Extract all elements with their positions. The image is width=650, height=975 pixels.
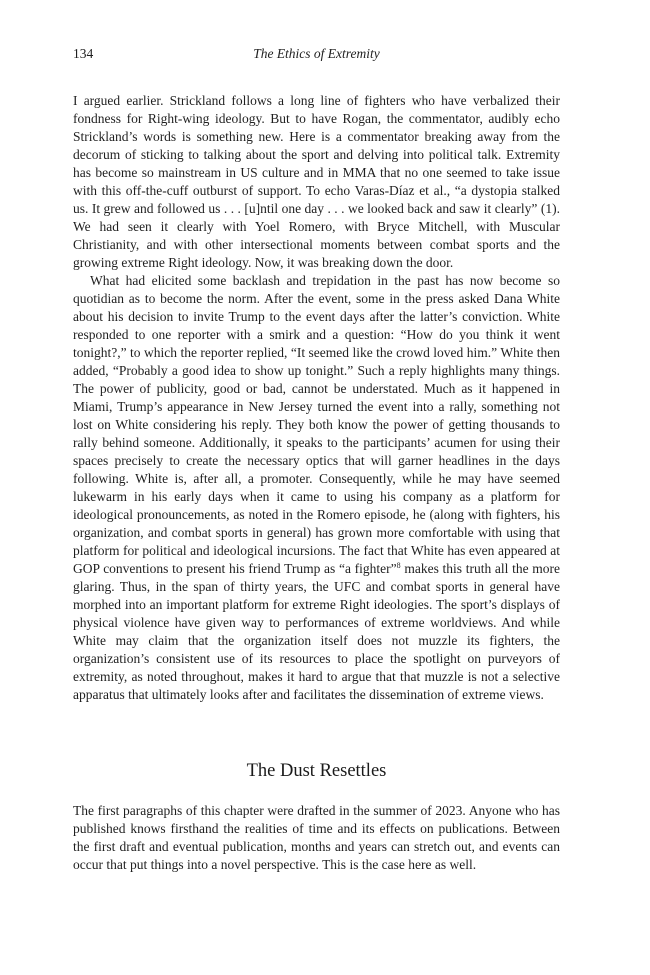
- paragraph-2: [73, 272, 560, 704]
- running-head: [73, 46, 560, 66]
- paragraph-2-text-a: What had elicited some backlash and trepidation in the past has now become so quotidian as to become the norm. After the event, some in the press asked Dana White about his decision to invite Trump to the event days after the latter’s conviction. White responded to one reporter with a smirk and a question: “How do you think it went tonight?,” to which the reporter replied, “It seemed like the crowd loved him.” White then added, “Probably a good idea to show up tonight.” Such a reply highlights many things. The power of publicity, good or bad, cannot be understated. Much as it happened in Miami, Trump’s appearance in New Jersey turned the event into a rally, something not lost on White considering his reply. They both know the power of getting thousands to rally behind someone. Additionally, it speaks to the participants’ acumen for using their spaces precisely to create the necessary optics that will garner headlines in the days following. White is, after all, a promoter. Consequently, while he may have seemed lukewarm in his early days when it came to using his company as a platform for ideological pronouncements, as noted in the Romero episode, he (along with fighters, his organization, and combat sports in general) has grown more comfortable with using that platform for political and ideological incursions. The fact that White has even appeared at GOP conventions to present his friend Trump as “a fighter”: [73, 273, 560, 576]
- section-heading: The Dust Resettles: [246, 761, 387, 781]
- body-text: [73, 92, 560, 704]
- section-paragraph: The first paragraphs of this chapter were drafted in the summer of 2023. Anyone who has published knows firsthand the realities of time and its effects on publications. Between the first draft and eventual publication, months and years can stretch out, and events can occur that put things into a novel perspective. This is the case here as well.: [73, 803, 560, 872]
- paragraph-2-text-b: makes this truth all the more glaring. Thus, in the span of thirty years, the UFC and combat sports in general have morphed into an important platform for extreme Right ideologies. The sport’s displays of physical violence have given way to performances of extreme worldviews. And while White may claim that the organization itself does not muzzle its fighters, the organization’s consistent use of its resources to place the spotlight on purveyors of extremity, as noted throughout, makes it hard to argue that that muzzle is not a selective apparatus that ultimately looks after and facilitates the dissemination of extreme views.: [73, 561, 561, 702]
- running-title: The Ethics of Extremity: [253, 46, 380, 61]
- paragraph-1: I argued earlier. Strickland follows a long line of fighters who have verbalized their fondness for Right-wing ideology. But to have Rogan, the commentator, audibly echo Strickland’s words is something new. Here is a commentator breaking away from the decorum of sticking to talking about the sport and delving into political talk. Extremity has become so mainstream in US culture and in MMA that no one seemed to take issue with this off-the-cuff outburst of support. To echo Varas-Díaz et al., “a dystopia stalked us. It grew and followed us . . . [u]ntil one day . . . we looked back and saw it clearly” (1). We had seen it clearly with Yoel Romero, with Bryce Mitchell, with Muscular Christianity, and with other intersectional moments between combat sports and the growing extreme Right ideology. Now, it was breaking down the door.: [73, 93, 560, 270]
- section-body: [73, 802, 560, 874]
- page-number: 134: [73, 46, 94, 61]
- footnote-marker: 8: [396, 561, 401, 570]
